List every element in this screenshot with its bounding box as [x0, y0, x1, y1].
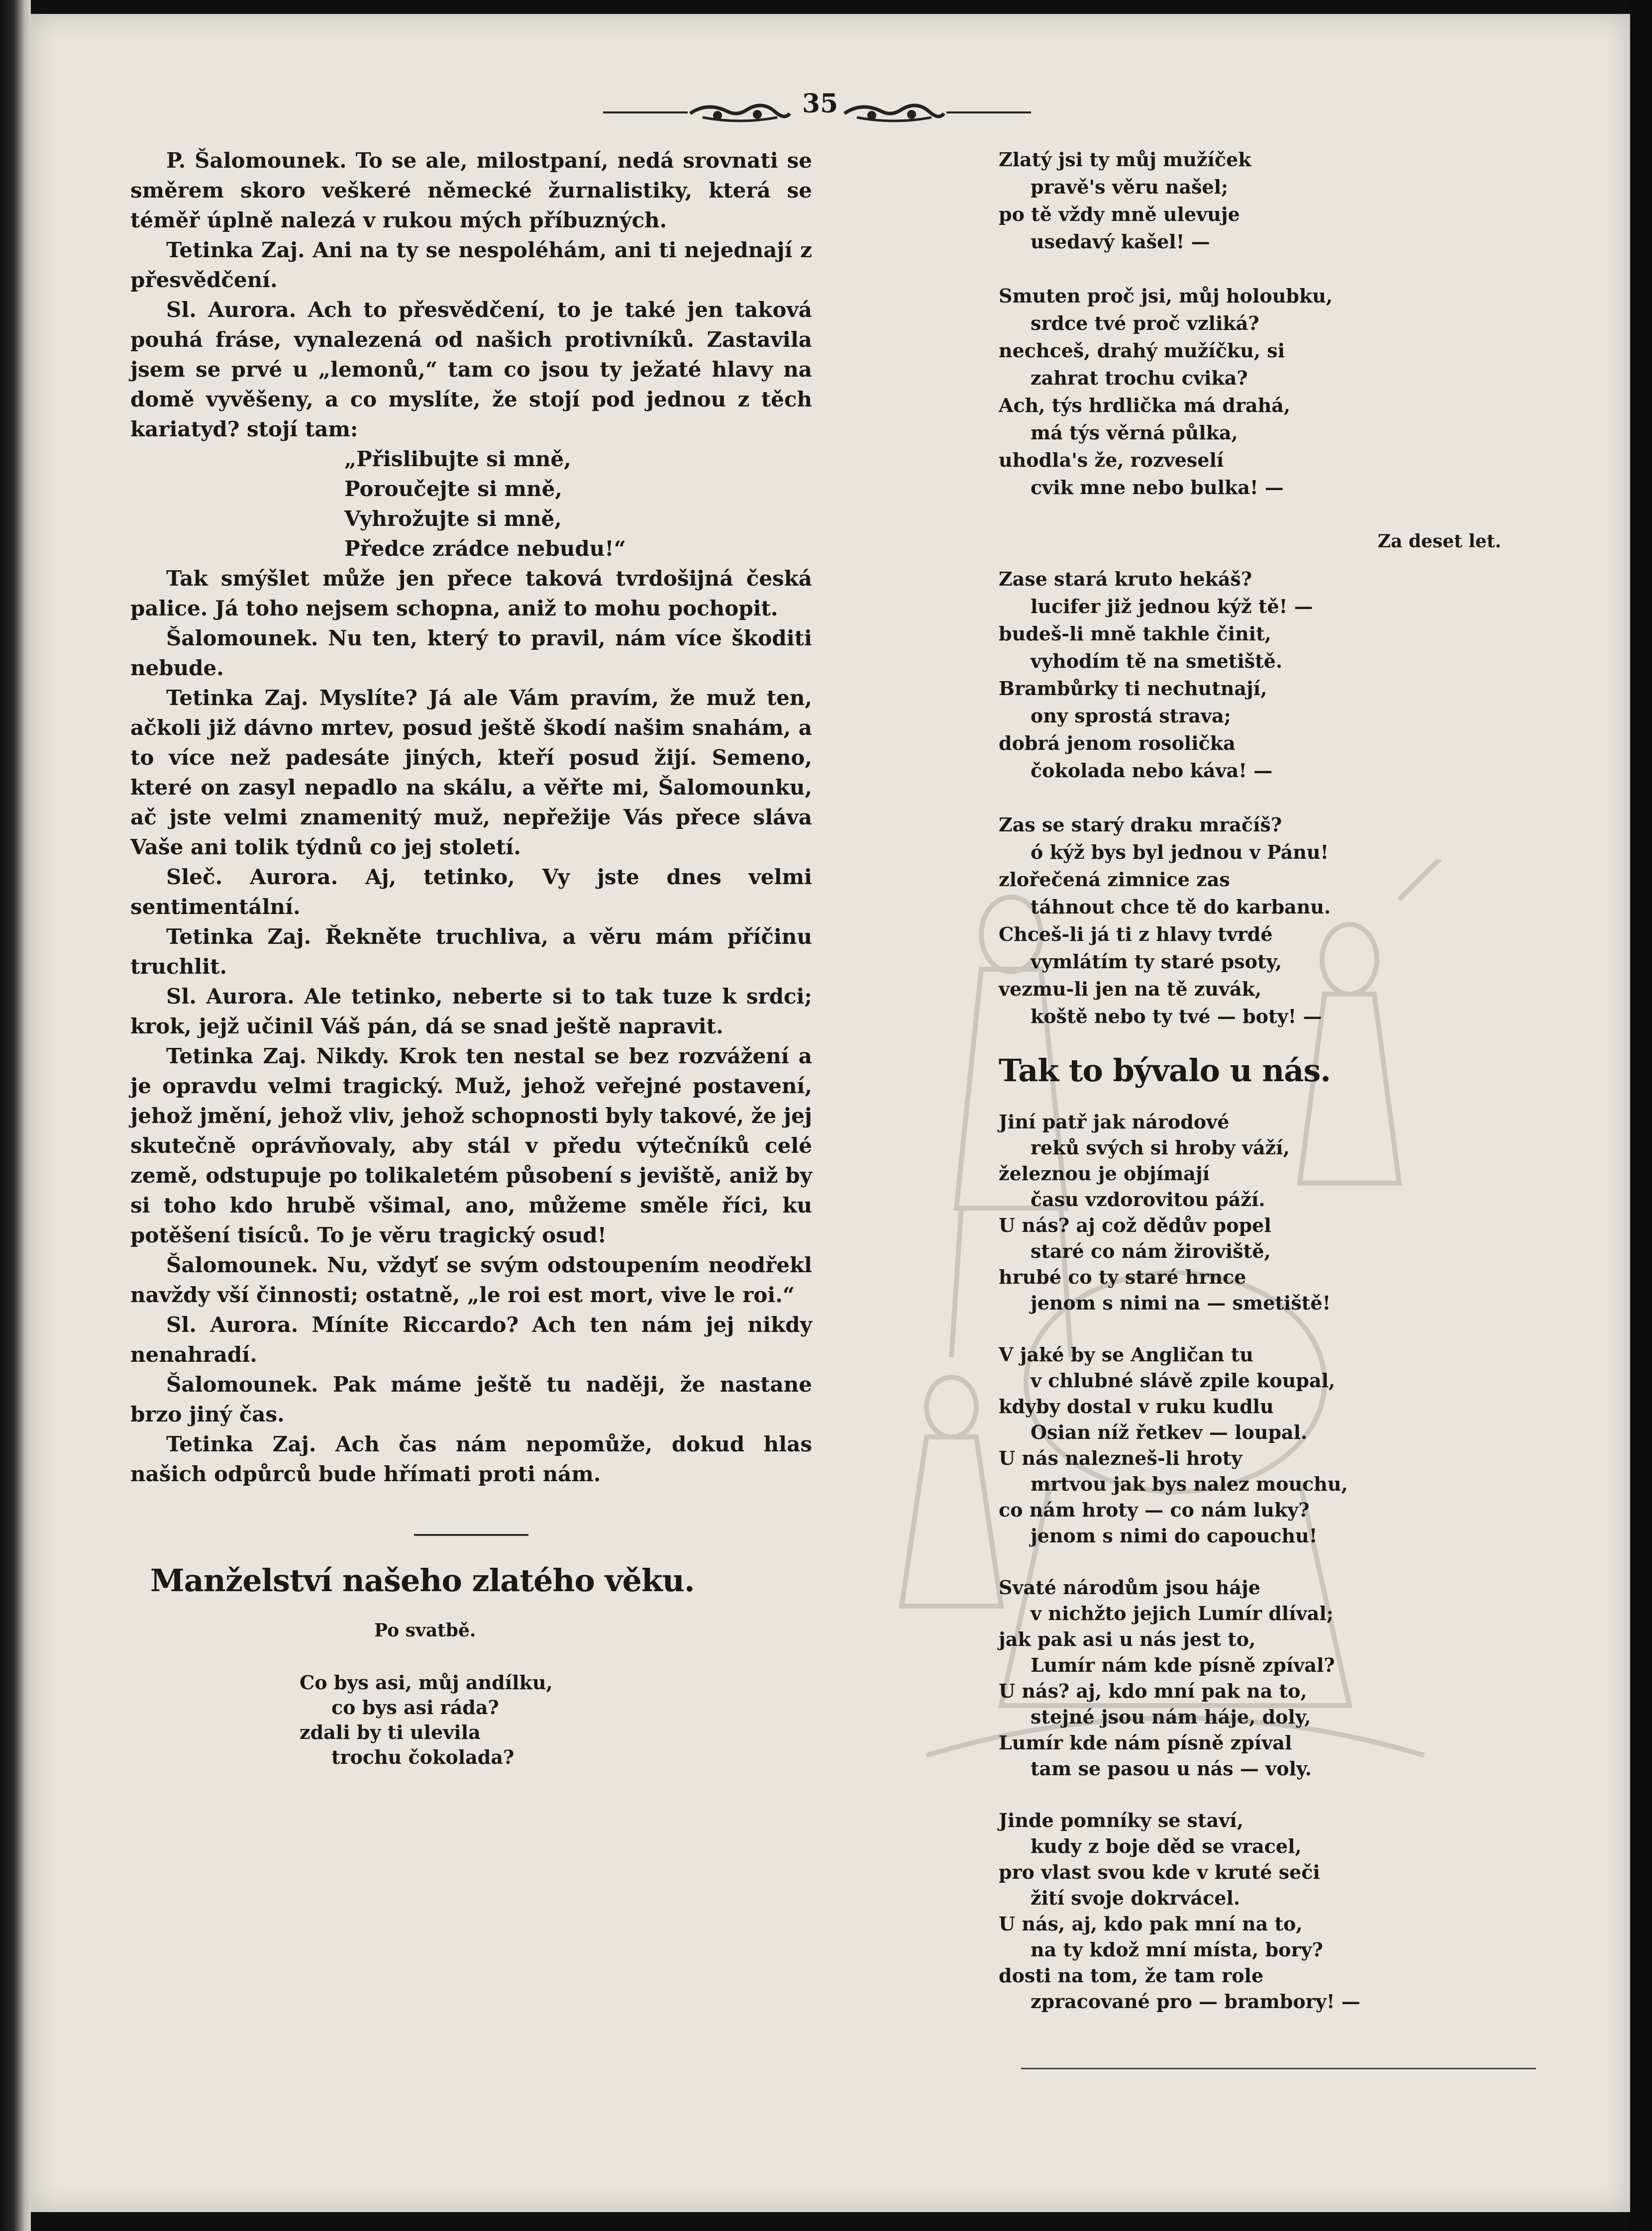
- poem-line: cvik mne nebo bulka! —: [1031, 476, 1284, 499]
- dialogue-paragraph: Sleč. Aurora. Aj, tetinko, Vy jste dnes velmi sentimentální.: [130, 865, 812, 919]
- poem-stanza: [300, 1670, 812, 1770]
- dialogue-paragraph: Tetinka Zaj. Ani na ty se nespoléhám, ani ti nejednají z přesvědčení.: [130, 238, 812, 292]
- poem-line: dosti na tom, že tam role: [999, 1964, 1264, 1987]
- poem-line: zahrat trochu cvika?: [1031, 367, 1248, 389]
- dialogue-paragraph: Tak smýšlet může jen přece taková tvrdošijná česká palice. Já toho nejsem schopna, aniž to mohu pochopit.: [130, 566, 812, 620]
- page-header: [603, 89, 1031, 128]
- dialogue-paragraph: Šalomounek. Nu, vždyť se svým odstoupením neodřekl navždy vší činnosti; ostatně, „le roi est mort, vive le roi.“: [130, 1253, 812, 1307]
- dialogue-paragraph: Tetinka Zaj. Nikdy. Krok ten nestal se bez rozvážení a je opravdu velmi tragický. Muž, jehož veřejné postavení, jehož jmění, jehož vliv, jehož schopnosti byly takové, že jej skutečně oprávňovaly, aby stál v předu výtečníků celé země, odstupuje po tolikaletém působení s jeviště, aniž by si toho kdo hrubě všimal, ano, můžeme směle říci, ku potěšení tisíců. To je věru tragický osud!: [130, 1044, 812, 1247]
- article-title: Tak to bývalo u nás.: [999, 1052, 1331, 1089]
- poem: [999, 1109, 1566, 2015]
- poem-line: jenom s nimi do capouchu!: [1031, 1524, 1318, 1547]
- poem-line: Jiní patř jak národové: [999, 1111, 1230, 1133]
- poem-line: Osian níž řetkev — loupal.: [1031, 1421, 1308, 1443]
- poem-line: nechceš, drahý mužíčku, si: [999, 339, 1285, 362]
- article-title: Manželství našeho zlatého věku.: [150, 1562, 695, 1599]
- page-number: 35: [802, 89, 838, 119]
- verse-line: Vyhrožujte si mně,: [344, 507, 562, 531]
- dialogue-paragraph: Šalomounek. Nu ten, který to pravil, nám více škoditi nebude.: [130, 626, 812, 680]
- poem-line: v nichžto jejich Lumír dlíval;: [1031, 1602, 1334, 1624]
- poem-line: vyhodím tě na smetiště.: [1031, 650, 1283, 672]
- poem-line: pro vlast svou kde v kruté seči: [999, 1861, 1320, 1883]
- poem-line: dobrá jenom rosolička: [999, 732, 1236, 754]
- verse-line: „Přislibujte si mně,: [344, 447, 571, 471]
- ornament-right-icon: [842, 101, 946, 125]
- poem-line: reků svých si hroby váží,: [1031, 1136, 1290, 1159]
- poem-stanza: [999, 146, 1566, 255]
- scan-edge: [1630, 0, 1652, 2231]
- header-rule-right: [946, 111, 1031, 113]
- poem-stanza: [999, 1109, 1566, 1316]
- poem-stanza: [999, 282, 1566, 501]
- poem-line: Zas se starý draku mračíš?: [999, 813, 1282, 836]
- poem-line: U nás, aj, kdo pak mní na to,: [999, 1913, 1303, 1935]
- poem-line: U nás? aj, kdo mní pak na to,: [999, 1680, 1307, 1702]
- section-divider: [414, 1534, 528, 1536]
- ornament-left-icon: [688, 101, 792, 125]
- poem-line: uhodla's že, rozveselí: [999, 449, 1224, 471]
- poem-line: V jaké by se Angličan tu: [999, 1343, 1253, 1366]
- poem-stanza: [999, 1342, 1566, 1549]
- poem-stanza: [999, 1575, 1566, 1782]
- quoted-verse: [344, 444, 812, 564]
- poem-line: co bys asi ráda?: [331, 1696, 499, 1719]
- section-subtitle: Za deset let.: [1377, 531, 1501, 552]
- poem-line: zdali by ti ulevila: [300, 1721, 481, 1743]
- poem-line: mrtvou jak bys nalez mouchu,: [1031, 1473, 1348, 1495]
- dialogue-paragraph: Sl. Aurora. Ach to přesvědčení, to je také jen taková pouhá fráse, vynalezená od našich protivníků. Zastavila jsem se prvé u „lemonů,“ tam co jsou ty ježaté hlavy na domě vyvěšeny, a co myslíte, že stojí pod jednou z těch kariatyd? stojí tam:: [130, 298, 812, 441]
- book-spine: [0, 0, 31, 2231]
- poem-line: zpracované pro — brambory! —: [1031, 1990, 1360, 2013]
- poem-line: v chlubné slávě zpile koupal,: [1031, 1369, 1336, 1392]
- poem-line: žití svoje dokrvácel.: [1031, 1887, 1240, 1909]
- poem-line: srdce tvé proč vzliká?: [1031, 312, 1259, 334]
- right-column: [999, 146, 1566, 2040]
- poem-line: staré co nám žiroviště,: [1031, 1240, 1271, 1262]
- dialogue-paragraph: Sl. Aurora. Míníte Riccardo? Ach ten nám jej nikdy nenahradí.: [130, 1313, 812, 1367]
- poem-line: jak pak asi u nás jest to,: [999, 1628, 1256, 1650]
- poem-line: Lumír nám kde písně zpíval?: [1031, 1654, 1335, 1676]
- poem-line: kudy z boje děd se vracel,: [1031, 1835, 1302, 1857]
- newspaper-page: [31, 14, 1630, 2212]
- poem-line: Co bys asi, můj andílku,: [300, 1671, 553, 1694]
- poem-line: stejné jsou nám háje, doly,: [1031, 1706, 1311, 1728]
- dialogue-paragraph: P. Šalomounek. To se ale, milostpaní, nedá srovnati se směrem skoro veškeré německé žurnalistiky, která se téměř úplně nalezá v rukou mých příbuzných.: [130, 148, 812, 232]
- poem-line: co nám hroty — co nám luky?: [999, 1499, 1310, 1521]
- poem-line: zlořečená zimnice zas: [999, 868, 1230, 891]
- poem-line: jenom s nimi na — smetiště!: [1031, 1292, 1331, 1314]
- poem-line: času vzdorovitou páží.: [1031, 1188, 1265, 1211]
- poem-line: U nás nalezneš-li hroty: [999, 1447, 1242, 1469]
- poem-line: železnou je objímají: [999, 1162, 1210, 1185]
- poem-line: lucifer již jednou kýž tě! —: [1031, 595, 1313, 617]
- poem-line: táhnout chce tě do karbanu.: [1031, 896, 1331, 918]
- verse-line: Poroučejte si mně,: [344, 477, 562, 501]
- poem-line: Chceš-li já ti z hlavy tvrdé: [999, 923, 1273, 945]
- poem-line: Lumír kde nám písně zpíval: [999, 1731, 1292, 1754]
- poem-stanza: [999, 565, 1566, 784]
- poem-line: tam se pasou u nás — voly.: [1031, 1757, 1312, 1780]
- poem-line: Svaté národům jsou háje: [999, 1576, 1260, 1599]
- dialogue-paragraph: Tetinka Zaj. Ach čas nám nepomůže, dokud hlas našich odpůrců bude hřímati proti nám.: [130, 1432, 812, 1486]
- poem-line: vymlátím ty staré psoty,: [1031, 950, 1282, 973]
- poem-line: Zlatý jsi ty můj mužíček: [999, 148, 1251, 171]
- poem-stanza: [999, 1808, 1566, 2015]
- poem-line: má týs věrná půlka,: [1031, 421, 1238, 444]
- header-rule-left: [603, 111, 688, 113]
- poem-line: Jinde pomníky se staví,: [999, 1809, 1243, 1831]
- poem-line: Zase stará kruto hekáš?: [999, 568, 1252, 590]
- poem-line: koště nebo ty tvé — boty! —: [1031, 1005, 1322, 1027]
- dialogue-paragraph: Šalomounek. Pak máme ještě tu naději, že nastane brzo jiný čas.: [130, 1372, 812, 1426]
- dialogue-paragraph: Sl. Aurora. Ale tetinko, neberte si to tak tuze k srdci; krok, jejž učinil Váš pán, dá se snad ještě napravit.: [130, 984, 812, 1038]
- poem-line: pravě's věru našel;: [1031, 176, 1229, 198]
- poem-line: budeš-li mně takhle činit,: [999, 622, 1271, 645]
- poem-line: kdyby dostal v ruku kudlu: [999, 1395, 1274, 1418]
- poem-line: po tě vždy mně ulevuje: [999, 203, 1240, 225]
- poem-line: hrubé co ty staré hrnce: [999, 1266, 1246, 1288]
- poem-stanza: [999, 811, 1566, 1030]
- poem-line: vezmu-li jen na tě zuvák,: [999, 978, 1262, 1000]
- footer-rule: [1021, 2068, 1536, 2069]
- poem-line: na ty kdož mní místa, bory?: [1031, 1938, 1323, 1961]
- dialogue-paragraph: Tetinka Zaj. Myslíte? Já ale Vám pravím, že muž ten, ačkoli již dávno mrtev, posud ještě škodí našim snahám, a to více než padesáte jiných, kteří posud žijí. Semeno, které on zasyl nepadlo na skálu, a věřte mi, Šalomounku, ač jste velmi znamenitý muž, nepřežije Vás přece sláva Vaše ani tolik týdnů co jej století.: [130, 686, 812, 859]
- poem-line: Brambůrky ti nechutnají,: [999, 677, 1267, 700]
- poem-line: ó kýž bys byl jednou v Pánu!: [1031, 841, 1329, 863]
- poem-line: ony sprostá strava;: [1031, 705, 1231, 727]
- poem-line: trochu čokolada?: [331, 1746, 515, 1768]
- poem-line: Ach, týs hrdlička má drahá,: [999, 394, 1291, 416]
- poem-line: čokolada nebo káva! —: [1031, 759, 1273, 782]
- poem-line: Smuten proč jsi, můj holoubku,: [999, 285, 1333, 307]
- poem-line: U nás? aj což dědův popel: [999, 1214, 1271, 1236]
- left-column: [130, 146, 812, 1770]
- verse-line: Předce zrádce nebudu!“: [344, 536, 626, 561]
- poem-line: usedavý kašel! —: [1031, 230, 1210, 253]
- dialogue-paragraph: Tetinka Zaj. Řekněte truchliva, a věru mám příčinu truchlit.: [130, 924, 812, 979]
- article-subtitle: Po svatbě.: [374, 1620, 476, 1641]
